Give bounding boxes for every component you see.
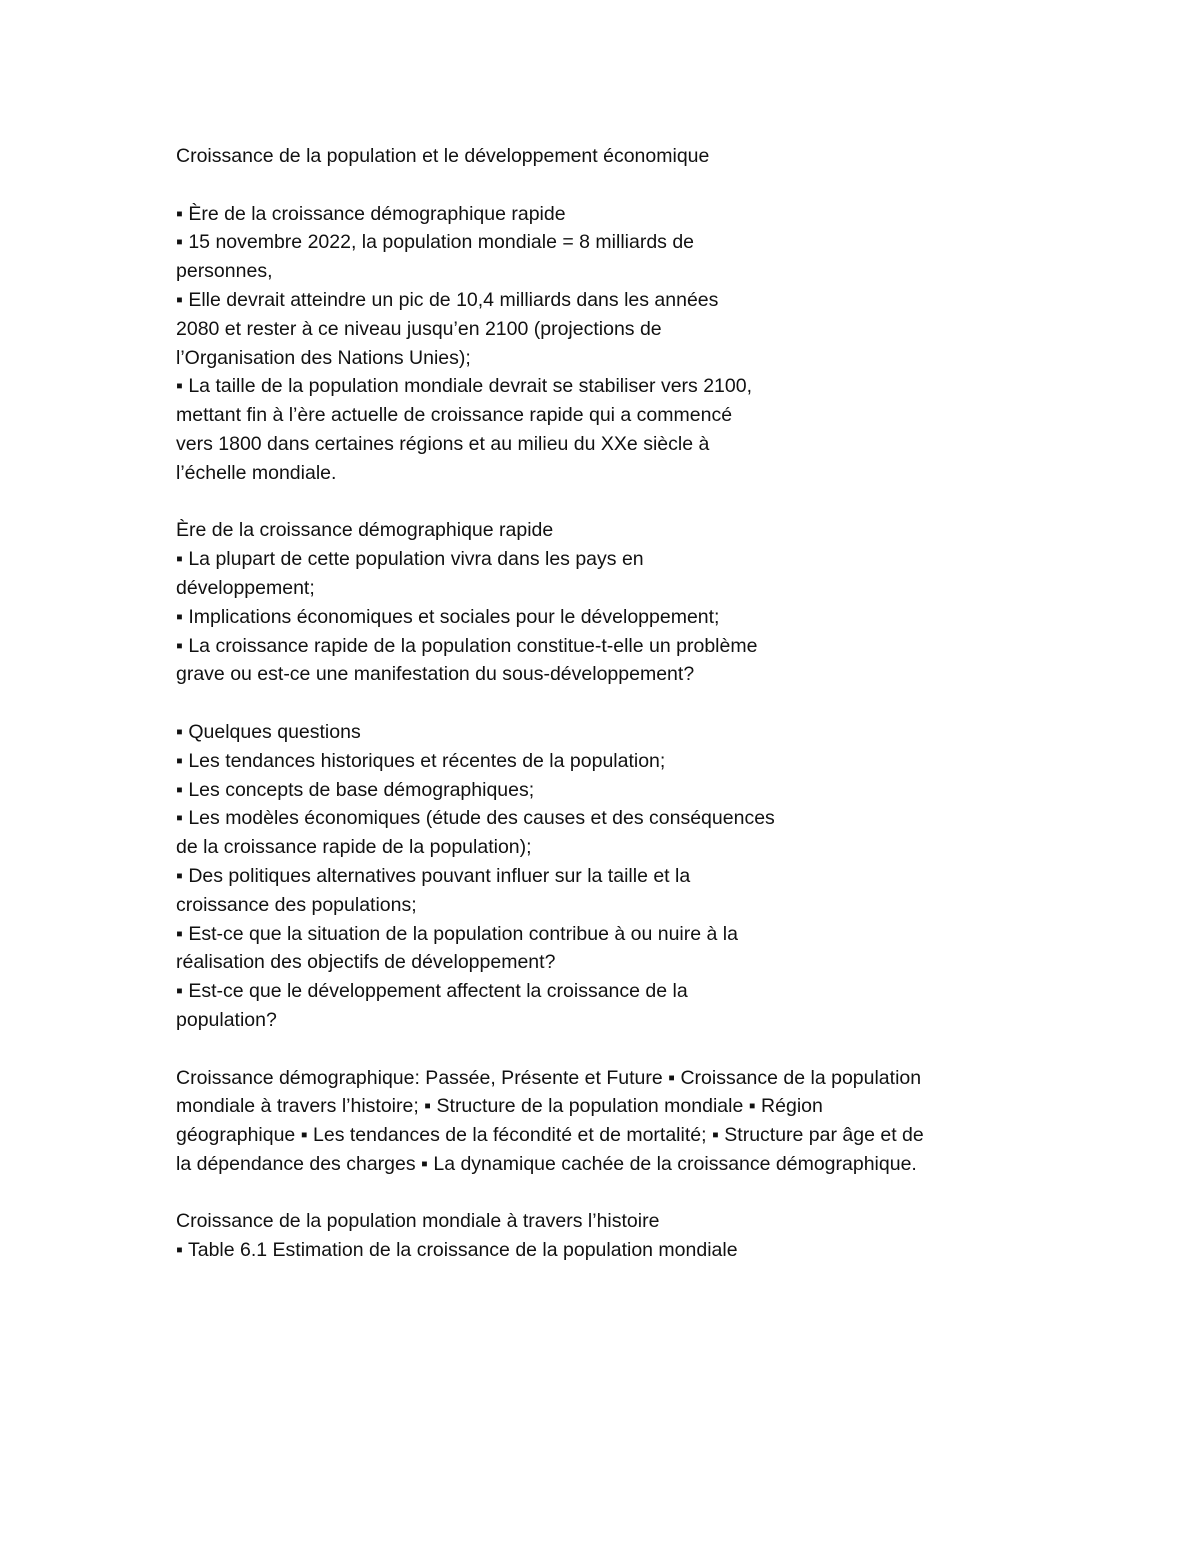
text-line: ▪ Les tendances historiques et récentes de la population; xyxy=(176,749,666,772)
text-line: ▪ Les concepts de base démographiques; xyxy=(176,778,535,801)
section-histoire xyxy=(176,1207,1056,1265)
document-body xyxy=(176,142,1056,1265)
text-line: l’Organisation des Nations Unies); xyxy=(176,346,471,369)
section-quelques-questions xyxy=(176,718,1056,1035)
text-line: ▪ 15 novembre 2022, la population mondiale = 8 milliards de xyxy=(176,231,695,254)
text-line: réalisation des objectifs de développement? xyxy=(176,951,556,974)
text-line: ▪ Quelques questions xyxy=(176,720,361,743)
text-line: ▪ Ère de la croissance démographique rapide xyxy=(176,202,566,225)
section-passee-presente-future xyxy=(176,1064,1056,1179)
text-line: croissance des populations; xyxy=(176,893,417,916)
text-line: ▪ Elle devrait atteindre un pic de 10,4 milliards dans les années xyxy=(176,288,719,311)
text-line: vers 1800 dans certaines régions et au milieu du XXe siècle à xyxy=(176,432,710,455)
text-line: ▪ La croissance rapide de la population constitue-t-elle un problème xyxy=(176,634,758,657)
text-line: 2080 et rester à ce niveau jusqu’en 2100 (projections de xyxy=(176,317,662,340)
text-line: ▪ Est-ce que la situation de la population contribue à ou nuire à la xyxy=(176,922,738,945)
text-line: géographique ▪ Les tendances de la fécondité et de mortalité; ▪ Structure par âge et de xyxy=(176,1124,924,1147)
text-line: ▪ Est-ce que le développement affectent la croissance de la xyxy=(176,980,688,1003)
section-croissance-rapide xyxy=(176,200,1056,488)
paragraph-spacer xyxy=(176,171,1056,200)
text-line: ▪ La plupart de cette population vivra dans les pays en xyxy=(176,548,644,571)
text-line: grave ou est-ce une manifestation du sous-développement? xyxy=(176,663,695,686)
document-title: Croissance de la population et le développement économique xyxy=(176,145,710,167)
text-line: personnes, xyxy=(176,260,273,283)
text-line: ▪ Implications économiques et sociales pour le développement; xyxy=(176,605,720,628)
text-line: de la croissance rapide de la population); xyxy=(176,836,532,859)
text-line: la dépendance des charges ▪ La dynamique cachée de la croissance démographique. xyxy=(176,1152,917,1175)
paragraph-spacer xyxy=(176,488,1056,517)
section-pays-en-developpement xyxy=(176,516,1056,689)
paragraph-spacer xyxy=(176,1035,1056,1064)
paragraph-spacer xyxy=(176,689,1056,718)
text-line: population? xyxy=(176,1008,277,1031)
text-line: ▪ La taille de la population mondiale devrait se stabiliser vers 2100, xyxy=(176,375,753,398)
paragraph-spacer xyxy=(176,1179,1056,1208)
text-line: développement; xyxy=(176,576,315,599)
text-line: ▪ Table 6.1 Estimation de la croissance de la population mondiale xyxy=(176,1239,738,1262)
text-line: mondiale à travers l’histoire; ▪ Structure de la population mondiale ▪ Région xyxy=(176,1095,823,1118)
text-line: Croissance démographique: Passée, Présente et Future ▪ Croissance de la population xyxy=(176,1066,922,1089)
text-line: l’échelle mondiale. xyxy=(176,461,337,484)
text-line: ▪ Les modèles économiques (étude des causes et des conséquences xyxy=(176,807,775,830)
section-heading: Croissance de la population mondiale à travers l’histoire xyxy=(176,1210,660,1233)
text-line: ▪ Des politiques alternatives pouvant influer sur la taille et la xyxy=(176,864,691,887)
text-line: mettant fin à l’ère actuelle de croissance rapide qui a commencé xyxy=(176,404,733,427)
section-heading: Ère de la croissance démographique rapide xyxy=(176,519,554,542)
